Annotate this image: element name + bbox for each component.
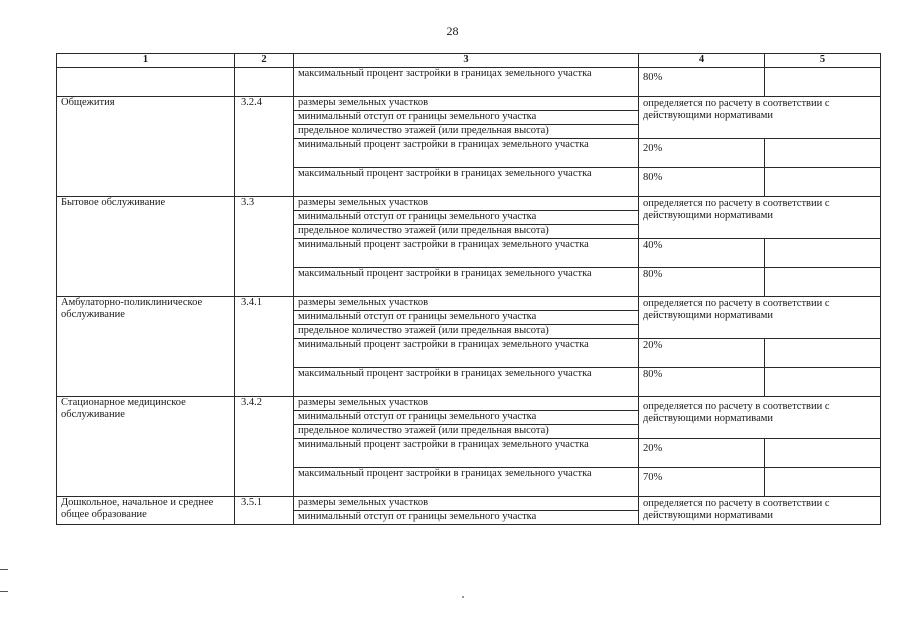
param-max-floors: предельное количество этажей (или предельная высота) xyxy=(294,125,639,139)
param-max-coverage: максимальный процент застройки в границах земельного участка xyxy=(294,68,639,97)
code-cell: 3.4.1 xyxy=(235,297,294,397)
empty-cell xyxy=(765,468,881,497)
header-col-5: 5 xyxy=(765,54,881,68)
param-area-sizes: размеры земельных участков xyxy=(294,197,639,211)
table-row xyxy=(57,497,881,511)
table-row xyxy=(57,297,881,311)
code-cell: 3.5.1 xyxy=(235,497,294,525)
empty-cell xyxy=(765,268,881,297)
param-min-coverage: минимальный процент застройки в границах земельного участка xyxy=(294,439,639,468)
header-col-2: 2 xyxy=(235,54,294,68)
value-max-coverage: 80% xyxy=(639,168,765,197)
empty-cell xyxy=(765,168,881,197)
param-min-indent: минимальный отступ от границы земельного участка xyxy=(294,511,639,525)
header-col-4: 4 xyxy=(639,54,765,68)
empty-cell xyxy=(765,68,881,97)
param-max-coverage: максимальный процент застройки в границах земельного участка xyxy=(294,368,639,397)
param-area-sizes: размеры земельных участков xyxy=(294,397,639,411)
param-min-indent: минимальный отступ от границы земельного участка xyxy=(294,211,639,225)
param-max-floors: предельное количество этажей (или предельная высота) xyxy=(294,325,639,339)
value-by-calculation: определяется по расчету в соответствии с действующими нормативами xyxy=(639,97,881,139)
header-row xyxy=(57,54,881,68)
scan-dot xyxy=(462,596,464,598)
code-cell: 3.4.2 xyxy=(235,397,294,497)
value-min-coverage: 20% xyxy=(639,139,765,168)
param-max-floors: предельное количество этажей (или предельная высота) xyxy=(294,225,639,239)
param-min-coverage: минимальный процент застройки в границах земельного участка xyxy=(294,239,639,268)
type-cell: Дошкольное, начальное и среднее общее образование xyxy=(57,497,235,525)
margin-mark xyxy=(0,569,8,570)
param-min-indent: минимальный отступ от границы земельного участка xyxy=(294,111,639,125)
code-cell: 3.3 xyxy=(235,197,294,297)
table-row xyxy=(57,397,881,411)
param-max-coverage: максимальный процент застройки в границах земельного участка xyxy=(294,168,639,197)
param-min-indent: минимальный отступ от границы земельного участка xyxy=(294,311,639,325)
table-row xyxy=(57,97,881,111)
land-use-regulations-table xyxy=(56,53,881,525)
type-cell: Стационарное медицинское обслуживание xyxy=(57,397,235,497)
value-by-calculation: определяется по расчету в соответствии с действующими нормативами xyxy=(639,397,881,439)
value-by-calculation: определяется по расчету в соответствии с действующими нормативами xyxy=(639,497,881,525)
type-cell xyxy=(57,68,235,97)
value-min-coverage: 40% xyxy=(639,239,765,268)
param-min-coverage: минимальный процент застройки в границах земельного участка xyxy=(294,139,639,168)
value-by-calculation: определяется по расчету в соответствии с действующими нормативами xyxy=(639,297,881,339)
value-min-coverage: 20% xyxy=(639,339,765,368)
param-area-sizes: размеры земельных участков xyxy=(294,297,639,311)
empty-cell xyxy=(765,439,881,468)
type-cell: Амбулаторно-поликлиническое обслуживание xyxy=(57,297,235,397)
param-min-indent: минимальный отступ от границы земельного участка xyxy=(294,411,639,425)
table-row xyxy=(57,68,881,97)
value-max-coverage: 80% xyxy=(639,268,765,297)
empty-cell xyxy=(765,339,881,368)
param-max-coverage: максимальный процент застройки в границах земельного участка xyxy=(294,268,639,297)
value-max-coverage: 70% xyxy=(639,468,765,497)
table-row xyxy=(57,197,881,211)
value-by-calculation: определяется по расчету в соответствии с действующими нормативами xyxy=(639,197,881,239)
param-min-coverage: минимальный процент застройки в границах земельного участка xyxy=(294,339,639,368)
page-number: 28 xyxy=(446,24,459,38)
code-cell: 3.2.4 xyxy=(235,97,294,197)
empty-cell xyxy=(765,239,881,268)
empty-cell xyxy=(765,368,881,397)
param-max-floors: предельное количество этажей (или предельная высота) xyxy=(294,425,639,439)
margin-mark xyxy=(0,591,8,592)
param-max-coverage: максимальный процент застройки в границах земельного участка xyxy=(294,468,639,497)
value-max-coverage: 80% xyxy=(639,368,765,397)
code-cell xyxy=(235,68,294,97)
header-col-1: 1 xyxy=(57,54,235,68)
param-area-sizes: размеры земельных участков xyxy=(294,497,639,511)
type-cell: Общежития xyxy=(57,97,235,197)
value-max-coverage: 80% xyxy=(639,68,765,97)
type-cell: Бытовое обслуживание xyxy=(57,197,235,297)
empty-cell xyxy=(765,139,881,168)
param-area-sizes: размеры земельных участков xyxy=(294,97,639,111)
header-col-3: 3 xyxy=(294,54,639,68)
value-min-coverage: 20% xyxy=(639,439,765,468)
